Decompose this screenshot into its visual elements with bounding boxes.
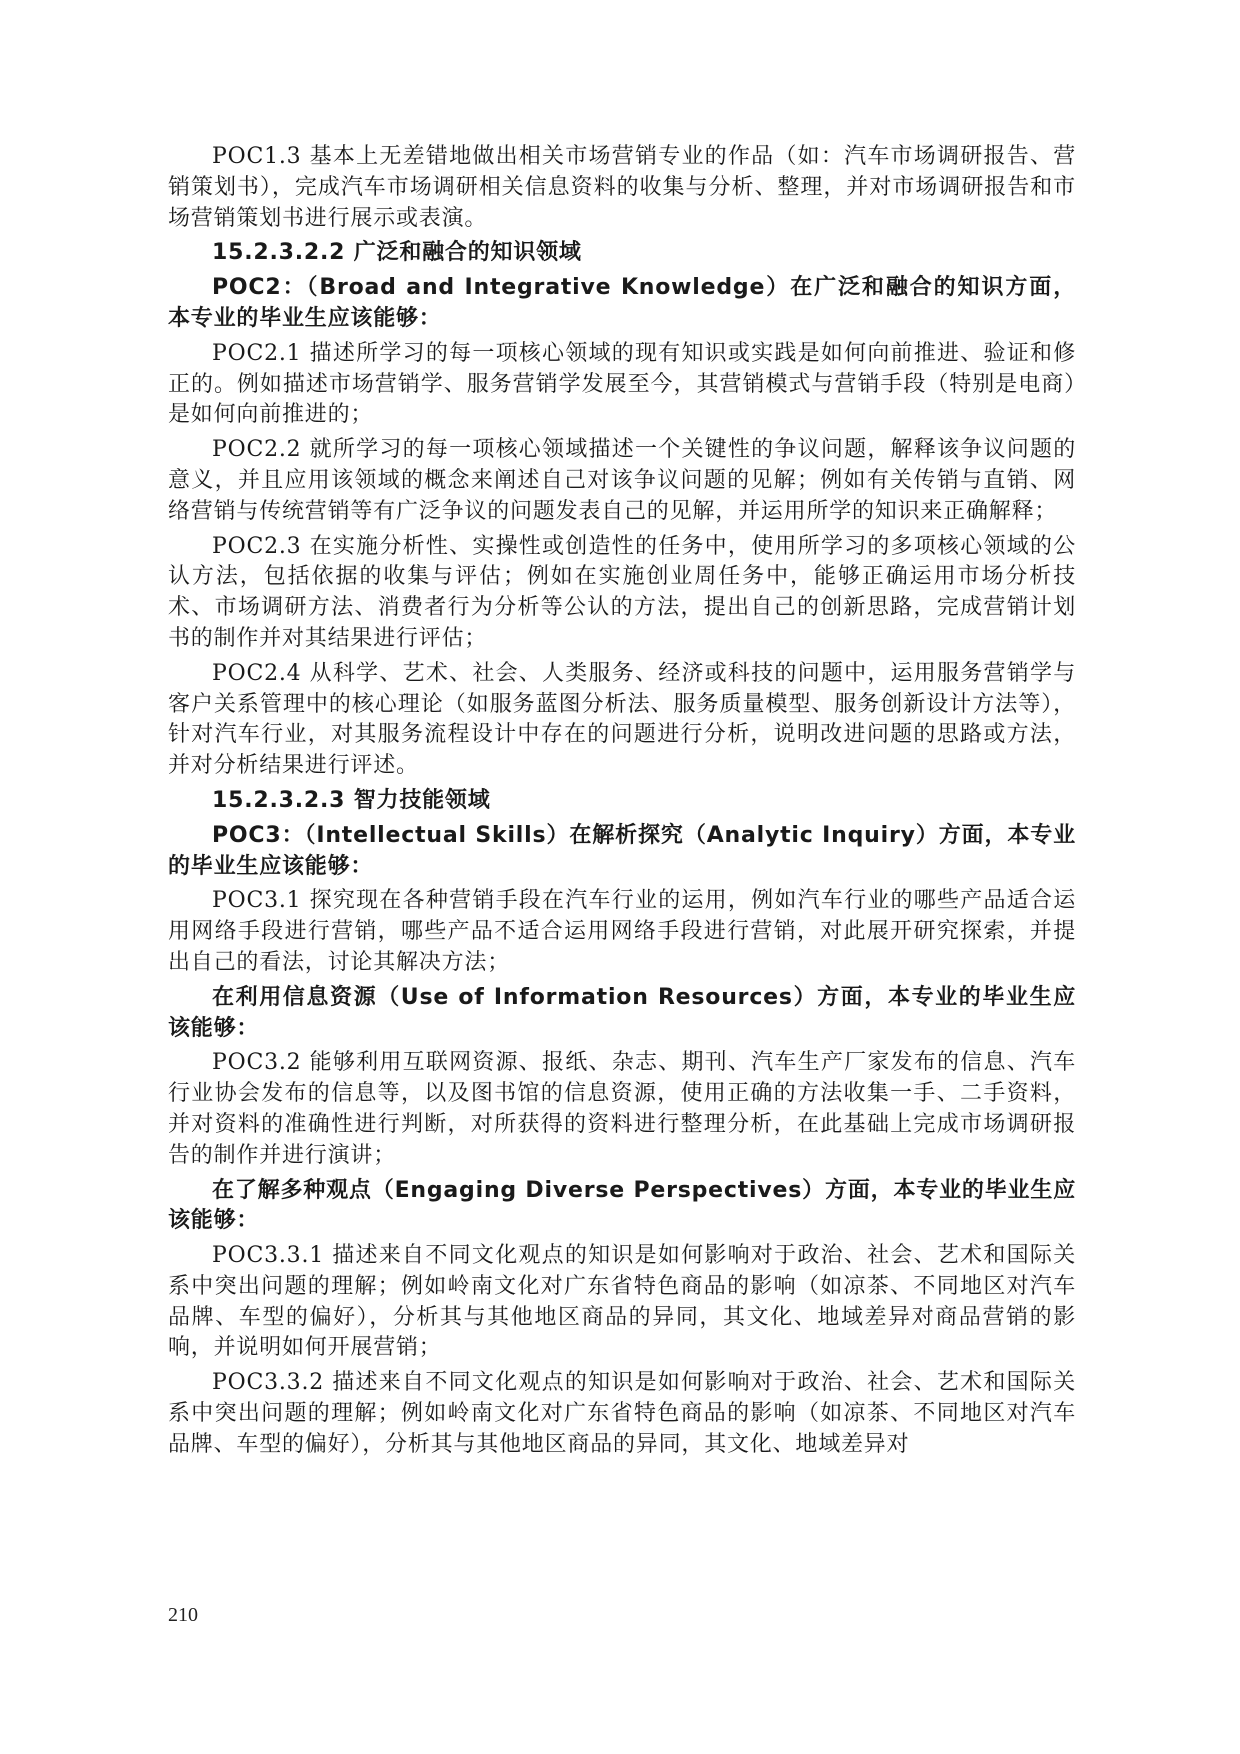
paragraph-poc1-3: POC1.3 基本上无差错地做出相关市场营销专业的作品（如：汽车市场调研报告、营销策划书），完成汽车市场调研相关信息资料的收集与分析、整理，并对市场调研报告和市场营销策划书进行展示或表演。 xyxy=(168,144,1076,231)
paragraph-poc2-3: POC2.3 在实施分析性、实操性或创造性的任务中，使用所学习的多项核心领域的公认方法，包括依据的收集与评估；例如在实施创业周任务中，能够正确运用市场分析技术、市场调研方法、消费者行为分析等公认的方法，提出自己的创新思路，完成营销计划书的制作并对其结果进行评估； xyxy=(168,533,1076,651)
heading-poc2: POC2：（Broad and Integrative Knowledge）在广泛和融合的知识方面，本专业的毕业生应该能够： xyxy=(168,275,1076,331)
paragraph-poc3-3-2: POC3.3.2 描述来自不同文化观点的知识是如何影响对于政治、社会、艺术和国际关系中突出问题的理解；例如岭南文化对广东省特色商品的影响（如凉茶、不同地区对汽车品牌、车型的偏好），分析其与其他地区商品的异同，其文化、地域差异对 xyxy=(168,1370,1076,1457)
heading-15-2-3-2-3: 15.2.3.2.3 智力技能领域 xyxy=(212,787,491,813)
heading-diverse-perspectives: 在了解多种观点（Engaging Diverse Perspectives）方面，本专业的毕业生应该能够： xyxy=(168,1177,1076,1234)
page-number: 210 xyxy=(168,1604,198,1626)
paragraph-poc2-2: POC2.2 就所学习的每一项核心领域描述一个关键性的争议问题，解释该争议问题的意义，并且应用该领域的概念来阐述自己对该争议问题的见解；例如有关传销与直销、网络营销与传统营销等有广泛争议的问题发表自己的见解，并运用所学的知识来正确解释； xyxy=(168,437,1076,524)
paragraph-poc3-2: POC3.2 能够利用互联网资源、报纸、杂志、期刊、汽车生产厂家发布的信息、汽车行业协会发布的信息等，以及图书馆的信息资源，使用正确的方法收集一手、二手资料，并对资料的准确性进行判断，对所获得的资料进行整理分析，在此基础上完成市场调研报告的制作并进行演讲； xyxy=(168,1050,1076,1168)
paragraph-poc3-3-1: POC3.3.1 描述来自不同文化观点的知识是如何影响对于政治、社会、艺术和国际关系中突出问题的理解；例如岭南文化对广东省特色商品的影响（如凉茶、不同地区对汽车品牌、车型的偏好），分析其与其他地区商品的异同，其文化、地域差异对商品营销的影响，并说明如何开展营销； xyxy=(168,1243,1076,1361)
paragraph-poc3-1: POC3.1 探究现在各种营销手段在汽车行业的运用，例如汽车行业的哪些产品适合运用网络手段进行营销，哪些产品不适合运用网络手段进行营销，对此展开研究探索，并提出自己的看法，讨论其解决方法； xyxy=(168,888,1076,975)
heading-poc3: POC3：（Intellectual Skills）在解析探究（Analytic Inquiry）方面，本专业的毕业生应该能够： xyxy=(168,822,1076,879)
paragraph-poc2-4: POC2.4 从科学、艺术、社会、人类服务、经济或科技的问题中，运用服务营销学与客户关系管理中的核心理论（如服务蓝图分析法、服务质量模型、服务创新设计方法等），针对汽车行业，对其服务流程设计中存在的问题进行分析，说明改进问题的思路或方法，并对分析结果进行评述。 xyxy=(168,660,1076,779)
heading-15-2-3-2-2: 15.2.3.2.2 广泛和融合的知识领域 xyxy=(212,240,582,266)
heading-information-resources: 在利用信息资源（Use of Information Resources）方面，本专业的毕业生应该能够： xyxy=(168,984,1076,1041)
paragraph-poc2-1: POC2.1 描述所学习的每一项核心领域的现有知识或实践是如何向前推进、验证和修正的。例如描述市场营销学、服务营销学发展至今，其营销模式与营销手段（特别是电商）是如何向前推进的； xyxy=(168,340,1076,428)
body-text xyxy=(168,142,1076,1465)
